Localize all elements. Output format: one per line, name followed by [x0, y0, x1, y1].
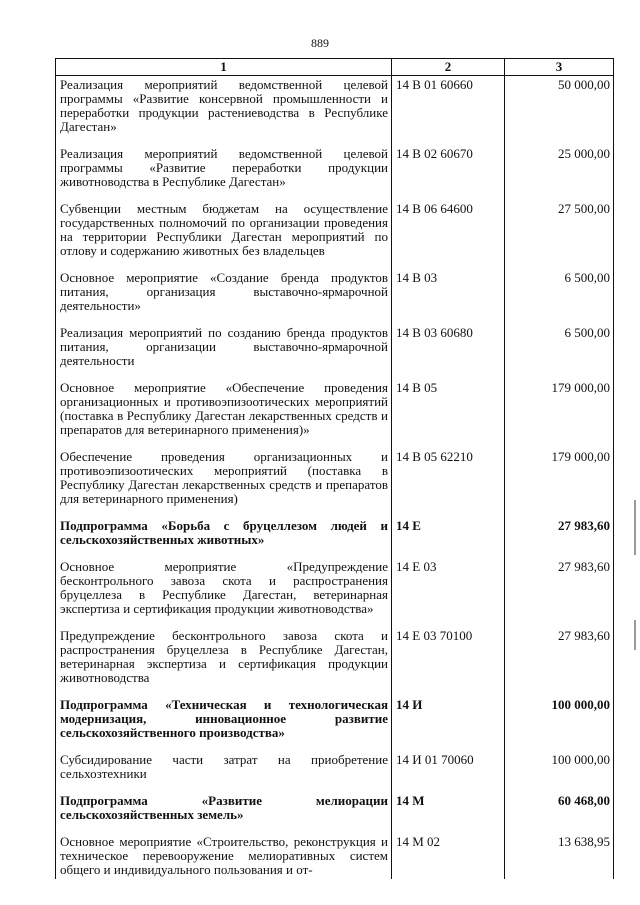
row-code: 14 И 01 70060	[392, 751, 505, 792]
row-amount: 6 500,00	[505, 269, 614, 324]
scan-edge-mark	[634, 500, 636, 555]
budget-table	[55, 58, 614, 879]
row-amount: 25 000,00	[505, 145, 614, 200]
table-row	[56, 558, 614, 627]
subprogram-row	[56, 792, 614, 833]
row-name: Предупреждение бесконтрольного завоза скота и распространения бруцеллеза в Республике Дагестан, ветеринарная экспертиза и сертификация продукции животноводства	[56, 627, 392, 696]
subprogram-name: Подпрограмма «Техническая и технологическая модернизация, инновационное развитие сельскохозяйственного производства»	[56, 696, 392, 751]
row-code: 14 В 05 62210	[392, 448, 505, 517]
table-row	[56, 76, 614, 146]
scan-edge-mark	[634, 620, 636, 650]
table-row	[56, 379, 614, 448]
row-amount: 27 983,60	[505, 558, 614, 627]
row-amount: 179 000,00	[505, 448, 614, 517]
row-code: 14 В 03 60680	[392, 324, 505, 379]
subprogram-row	[56, 696, 614, 751]
row-name: Основное мероприятие «Обеспечение проведения организационных и противоэпизоотических мероприятий (поставка в Республику Дагестан лекарственных средств и препаратов для ветеринарного применения)»	[56, 379, 392, 448]
row-code: 14 В 06 64600	[392, 200, 505, 269]
row-name: Субвенции местным бюджетам на осуществление государственных полномочий по организации проведения на территории Республики Дагестан мероприятий по отлову и содержанию животных без владельцев	[56, 200, 392, 269]
subprogram-name: Подпрограмма «Развитие мелиорации сельскохозяйственных земель»	[56, 792, 392, 833]
subprogram-row	[56, 517, 614, 558]
table-row	[56, 269, 614, 324]
row-code: 14 Е 03 70100	[392, 627, 505, 696]
header-col-1: 1	[56, 59, 392, 76]
row-name: Реализация мероприятий по созданию бренда продуктов питания, организации выставочно-ярмарочной деятельности	[56, 324, 392, 379]
row-name: Субсидирование части затрат на приобретение сельхозтехники	[56, 751, 392, 792]
subprogram-amount: 60 468,00	[505, 792, 614, 833]
header-col-2: 2	[392, 59, 505, 76]
row-code: 14 В 03	[392, 269, 505, 324]
table-row	[56, 751, 614, 792]
table-row	[56, 448, 614, 517]
row-name: Основное мероприятие «Создание бренда продуктов питания, организация выставочно-ярмарочной деятельности»	[56, 269, 392, 324]
row-name: Реализация мероприятий ведомственной целевой программы «Развитие переработки продукции животноводства в Республике Дагестан»	[56, 145, 392, 200]
row-name: Основное мероприятие «Предупреждение бесконтрольного завоза скота и распространения бруцеллеза в Республике Дагестан, ветеринарная экспертиза и сертификация продукции животноводства»	[56, 558, 392, 627]
subprogram-name: Подпрограмма «Борьба с бруцеллезом людей и сельскохозяйственных животных»	[56, 517, 392, 558]
table-row	[56, 324, 614, 379]
row-code: 14 В 02 60670	[392, 145, 505, 200]
subprogram-code: 14 И	[392, 696, 505, 751]
row-code: 14 В 05	[392, 379, 505, 448]
table-header-row	[56, 59, 614, 76]
subprogram-code: 14 Е	[392, 517, 505, 558]
table-row	[56, 145, 614, 200]
header-col-3: 3	[505, 59, 614, 76]
table-row	[56, 627, 614, 696]
row-amount: 100 000,00	[505, 751, 614, 792]
row-name: Реализация мероприятий ведомственной целевой программы «Развитие консервной промышленности и переработки продукции растениеводства в Республике Дагестан»	[56, 76, 392, 146]
row-code: 14 В 01 60660	[392, 76, 505, 146]
row-amount: 6 500,00	[505, 324, 614, 379]
row-name: Основное мероприятие «Строительство, реконструкция и техническое перевооружение мелиоративных систем общего и индивидуального пользования и от-	[56, 833, 392, 879]
page-number: 889	[311, 36, 329, 50]
subprogram-amount: 27 983,60	[505, 517, 614, 558]
row-code: 14 Е 03	[392, 558, 505, 627]
row-code: 14 М 02	[392, 833, 505, 879]
row-name: Обеспечение проведения организационных и противоэпизоотических мероприятий (поставка в Республику Дагестан лекарственных средств и препаратов для ветеринарного применения)	[56, 448, 392, 517]
row-amount: 179 000,00	[505, 379, 614, 448]
subprogram-amount: 100 000,00	[505, 696, 614, 751]
table-row	[56, 833, 614, 879]
row-amount: 13 638,95	[505, 833, 614, 879]
subprogram-code: 14 М	[392, 792, 505, 833]
table-row	[56, 200, 614, 269]
row-amount: 27 500,00	[505, 200, 614, 269]
row-amount: 27 983,60	[505, 627, 614, 696]
row-amount: 50 000,00	[505, 76, 614, 146]
